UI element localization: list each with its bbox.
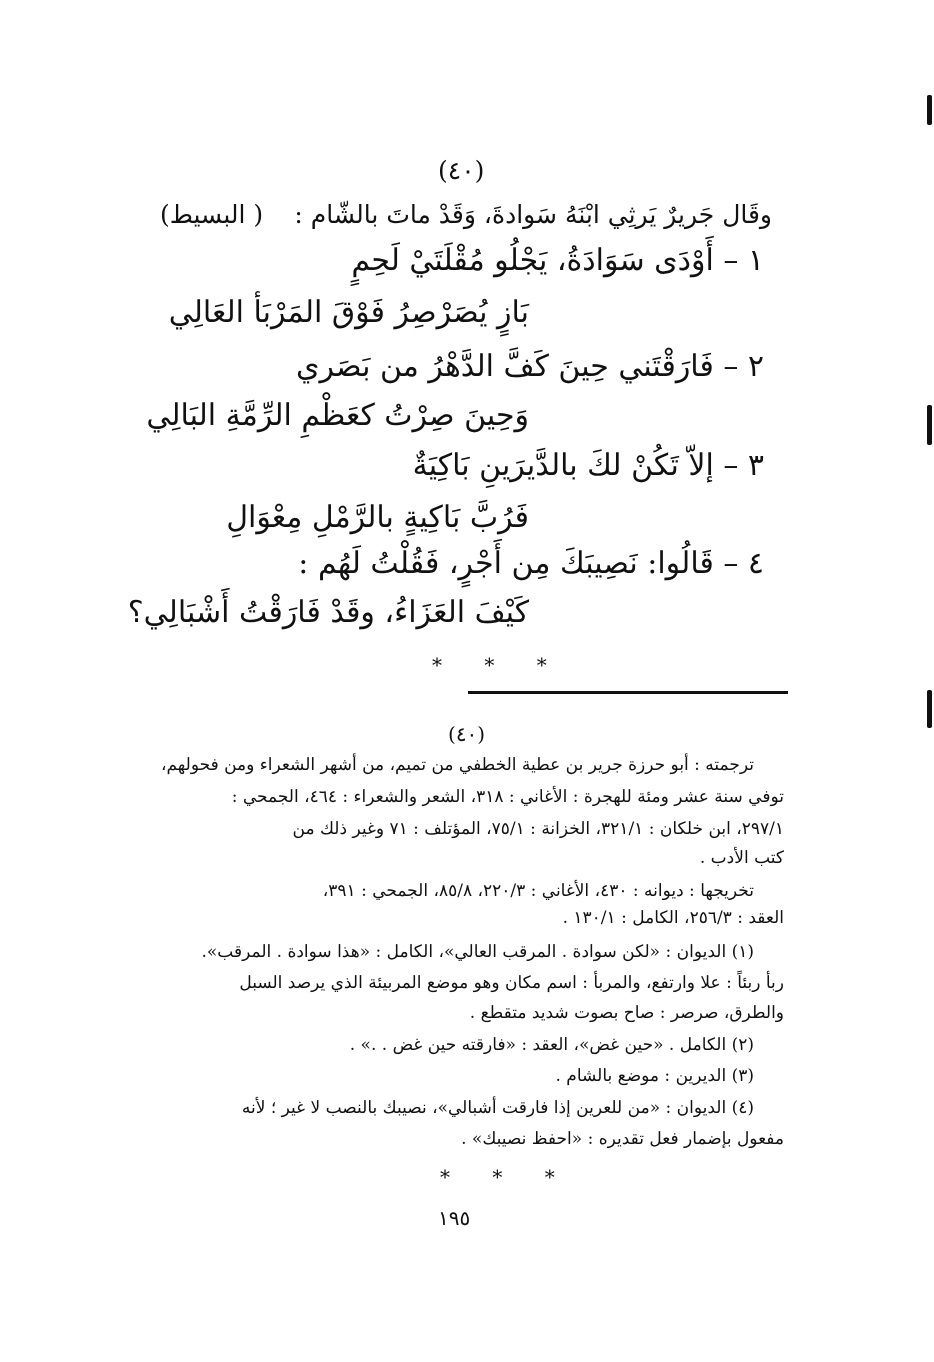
note-line: ربأ ربئاً : علا وارتفع، والمربأ : اسم مكان وهو موضع المربيئة الذي يرصد السبل: [239, 973, 784, 993]
note-line: العقد : ٢٥٦/٣، الكامل : ١٣٠/١ .: [562, 908, 784, 928]
note-line: ٢٩٧/١، ابن خلكان : ٣٢١/١، الخزانة : ٧٥/١، المؤتلف : ٧١ وغير ذلك من: [292, 819, 784, 839]
note-line: تخريجها : ديوانه : ٤٣٠، الأغاني : ٢٢٠/٣، ٨٥/٨، الجمحي : ٣٩١،: [322, 881, 754, 901]
notes-separator: * * *: [440, 1165, 573, 1189]
poem-meter: ( البسيط): [160, 200, 264, 229]
verse-3a: ٣ – إلاّ تَكُنْ لكَ بالدَّيرَينِ بَاكِيَةٌ: [412, 448, 764, 483]
note-line: والطرق، صرصر : صاح بصوت شديد متقطع .: [469, 1003, 784, 1023]
note-line: ترجمته : أبو حرزة جرير بن عطية الخطفي من تميم، من أشهر الشعراء ومن فحولهم،: [161, 755, 754, 775]
note-line: (٤) الديوان : «من للعرين إذا فارقت أشبالي»، نصيبك بالنصب لا غير ؛ لأنه: [241, 1098, 754, 1118]
scan-edge-mark: [927, 95, 932, 125]
verse-1a: ١ – أَوْدَى سَوَادَةُ، يَجْلُو مُقْلَتَيْ لَحِمٍ: [351, 243, 764, 278]
poem-intro: وقَال جَريرٌ يَرثِي ابْنَهُ سَوادةَ، وَقَدْ ماتَ بالشّام :: [294, 200, 772, 229]
scan-edge-mark: [927, 690, 932, 728]
note-line: (١) الديوان : «لكن سوادة . المرقب العالي»، الكامل : «هذا سوادة . المرقب».: [201, 942, 754, 962]
notes-number: (٤٠): [448, 722, 486, 746]
note-line: كتب الأدب .: [699, 848, 784, 868]
verse-1b: بَازٍ يُصَرْصِرُ فَوْقَ المَرْبَأ العَالِي: [168, 295, 529, 330]
note-line: توفي سنة عشر ومئة للهجرة : الأغاني : ٣١٨، الشعر والشعراء : ٤٦٤، الجمحي :: [231, 787, 784, 807]
verse-2a: ٢ – فَارَقْتَني حِينَ كَفَّ الدَّهْرُ من بَصَري: [296, 349, 764, 384]
note-line: (٢) الكامل . «حين غض»، العقد : «فارقته حين غض . .» .: [349, 1035, 754, 1055]
verse-3b: فَرُبَّ بَاكِيةٍ بالرَّمْلِ مِعْوَالِ: [226, 500, 529, 535]
scan-edge-mark: [927, 405, 932, 445]
note-line: مفعول بإضمار فعل تقديره : «احفظ نصيبك» .: [461, 1129, 784, 1149]
note-line: (٣) الديرين : موضع بالشام .: [555, 1066, 754, 1086]
verse-4b: كَيْفَ العَزَاءُ، وقَدْ فَارَقْتُ أَشْبَالِي؟: [127, 595, 529, 630]
verse-2b: وَحِينَ صِرْتُ كعَظْمِ الرِّمَّةِ البَالِي: [146, 398, 529, 433]
poem-separator: * * *: [432, 653, 565, 677]
verse-4a: ٤ – قَالُوا: نَصِيبَكَ مِن أَجْرٍ، فَقُلْتُ لَهُم :: [298, 546, 764, 581]
page-number: ١٩٥: [438, 1206, 471, 1230]
poem-number: (٤٠): [438, 156, 485, 185]
footnote-rule: [468, 691, 788, 694]
